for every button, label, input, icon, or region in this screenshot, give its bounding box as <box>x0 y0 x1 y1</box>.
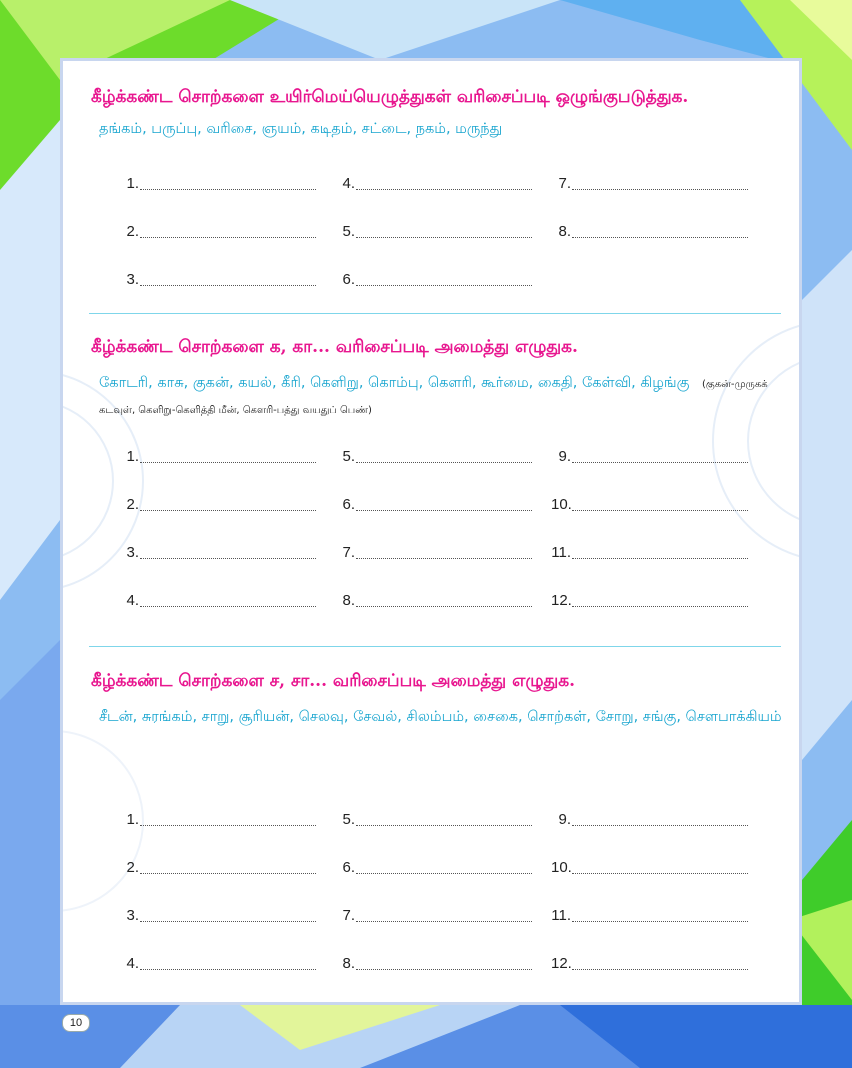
answer-blank[interactable]: 2. <box>119 219 329 241</box>
word-meanings-note: (குகன்-முருகக் கடவுள், கெளிறு-கெளித்தி மீன், கெளரி-பத்து வயதுப் பெண்) <box>99 379 768 416</box>
answer-blank[interactable]: 9. <box>551 807 761 829</box>
answer-blank[interactable]: 6. <box>335 492 545 514</box>
section-divider <box>89 646 781 647</box>
answer-blank[interactable]: 10. <box>551 855 761 877</box>
answer-blank[interactable]: 12. <box>551 588 761 610</box>
answer-row <box>63 807 802 829</box>
answer-blank[interactable]: 11. <box>551 540 761 562</box>
word-list <box>99 371 789 423</box>
answer-blank[interactable]: 1. <box>119 171 329 193</box>
word-list: சீடன், சுரங்கம், சாறு, சூரியன், செலவு, சேவல், சிலம்பம், சைகை, சொற்கள், சோறு, சங்கு, செளபாக்கியம் <box>99 709 782 725</box>
answer-blank[interactable]: 11. <box>551 903 761 925</box>
answer-row <box>63 951 802 973</box>
answer-blank[interactable]: 9. <box>551 444 761 466</box>
worksheet-card <box>60 58 802 1005</box>
answer-blank[interactable]: 12. <box>551 951 761 973</box>
answer-blank[interactable]: 5. <box>335 807 545 829</box>
answer-blank[interactable]: 6. <box>335 267 545 289</box>
section-title: கீழ்க்கண்ட சொற்களை க, கா... வரிசைப்படி அமைத்து எழுதுக. <box>91 337 578 357</box>
section-title: கீழ்க்கண்ட சொற்களை உயிர்மெய்யெழுத்துகள் வரிசைப்படி ஒழுங்குபடுத்துக. <box>91 87 689 107</box>
answer-blank[interactable]: 5. <box>335 219 545 241</box>
answer-blank[interactable]: 8. <box>335 588 545 610</box>
word-list: தங்கம், பருப்பு, வரிசை, ஞயம், கடிதம், சட்டை, நகம், மருந்து <box>99 121 503 137</box>
answer-row <box>63 540 802 562</box>
answer-blank[interactable]: 7. <box>335 540 545 562</box>
answer-blank[interactable]: 1. <box>119 807 329 829</box>
answer-blank[interactable]: 5. <box>335 444 545 466</box>
word-list-text: கோடரி, காசு, குகன், கயல், கீரி, கெளிறு, கொம்பு, கெளரி, கூர்மை, கைதி, கேள்வி, கிழங்கு <box>99 375 690 391</box>
answer-blank[interactable]: 8. <box>551 219 761 241</box>
answer-row <box>63 219 802 241</box>
page-number: 10 <box>62 1014 90 1032</box>
answer-blank[interactable]: 3. <box>119 540 329 562</box>
answer-row <box>63 267 802 289</box>
answer-blank[interactable]: 3. <box>119 267 329 289</box>
answer-row <box>63 492 802 514</box>
answer-blank[interactable]: 7. <box>551 171 761 193</box>
answer-row <box>63 903 802 925</box>
answer-blank[interactable]: 3. <box>119 903 329 925</box>
section-divider <box>89 313 781 314</box>
answer-row <box>63 588 802 610</box>
answer-blank[interactable]: 2. <box>119 855 329 877</box>
section-title: கீழ்க்கண்ட சொற்களை ச, சா... வரிசைப்படி அமைத்து எழுதுக. <box>91 671 576 691</box>
answer-blank[interactable]: 4. <box>119 951 329 973</box>
answer-blank[interactable]: 2. <box>119 492 329 514</box>
answer-blank[interactable]: 10. <box>551 492 761 514</box>
answer-blank[interactable]: 7. <box>335 903 545 925</box>
answer-blank[interactable]: 8. <box>335 951 545 973</box>
answer-blank[interactable]: 4. <box>335 171 545 193</box>
answer-blank[interactable]: 4. <box>119 588 329 610</box>
answer-row <box>63 171 802 193</box>
answer-row <box>63 855 802 877</box>
answer-blank[interactable]: 6. <box>335 855 545 877</box>
answer-row <box>63 444 802 466</box>
answer-blank[interactable]: 1. <box>119 444 329 466</box>
